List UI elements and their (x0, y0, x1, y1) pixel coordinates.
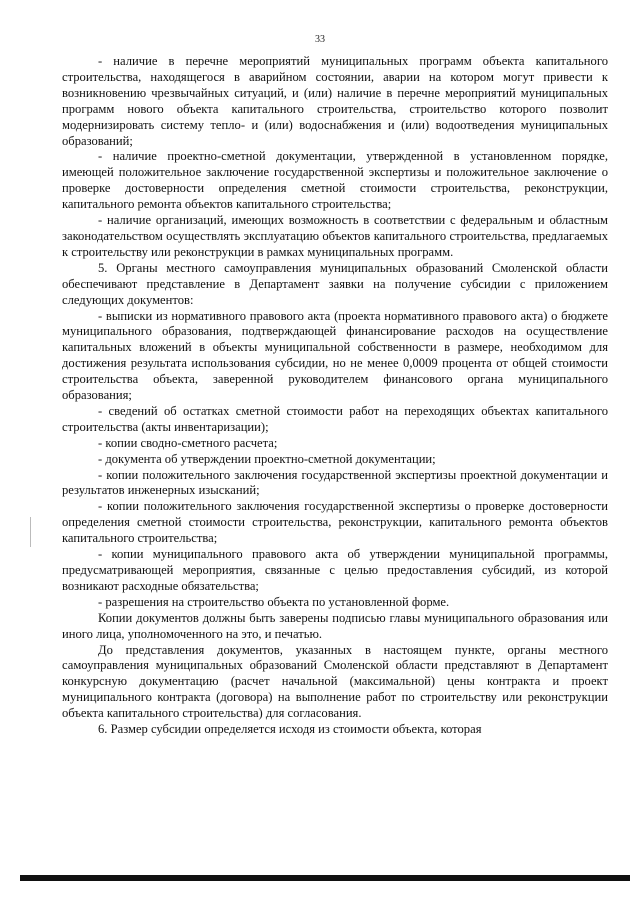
paragraph: - выписки из нормативного правового акта (проекта нормативного правового акта) о бюджете муниципального образования, подтверждающей финансирование расходов на осуществление капитальных вложений в объекты муниципальной собственности в размере, необходимом для достижения результата использования субсидии, но не менее 0,0009 процента от общей стоимости строительства объекта, заверенной руководителем финансового органа муниципального образования; (62, 308, 608, 403)
paragraph: 5. Органы местного самоуправления муниципальных образований Смоленской области обеспечивают представление в Департамент заявки на получение субсидии с приложением следующих документов: (62, 260, 608, 307)
document-body (62, 54, 608, 738)
paragraph: - разрешения на строительство объекта по установленной форме. (98, 594, 450, 609)
paragraph: - документа об утверждении проектно-сметной документации; (98, 451, 436, 466)
paragraph: - копии положительного заключения государственной экспертизы о проверке достоверности определения сметной стоимости строительства, реконструкции, капитального ремонта объектов капитального строительства; (62, 499, 608, 546)
paragraph: - сведений об остатках сметной стоимости работ на переходящих объектах капитального строительства (акты инвентаризации); (62, 403, 608, 434)
scan-mark (30, 517, 31, 547)
paragraph: - копии положительного заключения государственной экспертизы проектной документации и результатов инженерных изысканий; (62, 467, 608, 498)
paragraph: 6. Размер субсидии определяется исходя из стоимости объекта, которая (98, 722, 482, 737)
paragraph: - наличие проектно-сметной документации, утвержденной в установленном порядке, имеющей положительное заключение государственной экспертизы и положительное заключение о проверке достоверности определения сметной стоимости строительства, реконструкции, капитального ремонта объектов капитального строительства; (62, 149, 608, 212)
paragraph: - копии сводно-сметного расчета; (98, 435, 278, 450)
paragraph: Копии документов должны быть заверены подписью главы муниципального образования или иного лица, уполномоченного на это, и печатью. (62, 610, 608, 641)
paragraph: - наличие в перечне мероприятий муниципальных программ объекта капитального строительства, находящегося в аварийном состоянии, аварии на котором могут привести к возникновению чрезвычайных ситуаций, и (или) наличие в перечне мероприятий муниципальных программ нового объекта капитального строительства, строительство которого позволит модернизировать систему тепло- и (или) водоснабжения и (или) водоотведения муниципальных образований; (62, 54, 608, 148)
paragraph: До представления документов, указанных в настоящем пункте, органы местного самоуправления муниципальных образований Смоленской области представляют в Департамент конкурсную документацию (расчет начальной (максимальной) цены контракта и проект муниципального контракта (договора) на выполнение работ по строительству или реконструкции объекта капитального строительства) для согласования. (62, 642, 608, 721)
paragraph: - наличие организаций, имеющих возможность в соответствии с федеральным и областным законодательством осуществлять эксплуатацию объектов капитального строительства, предлагаемых к строительству или реконструкции в рамках муниципальных программ. (62, 213, 608, 259)
bottom-rule (20, 875, 630, 881)
paragraph: - копии муниципального правового акта об утверждении муниципальной программы, предусматривающей мероприятия, связанные с целью предоставления субсидий, из которой возникают расходные обязательства; (62, 547, 608, 593)
page-number: 33 (315, 34, 325, 45)
